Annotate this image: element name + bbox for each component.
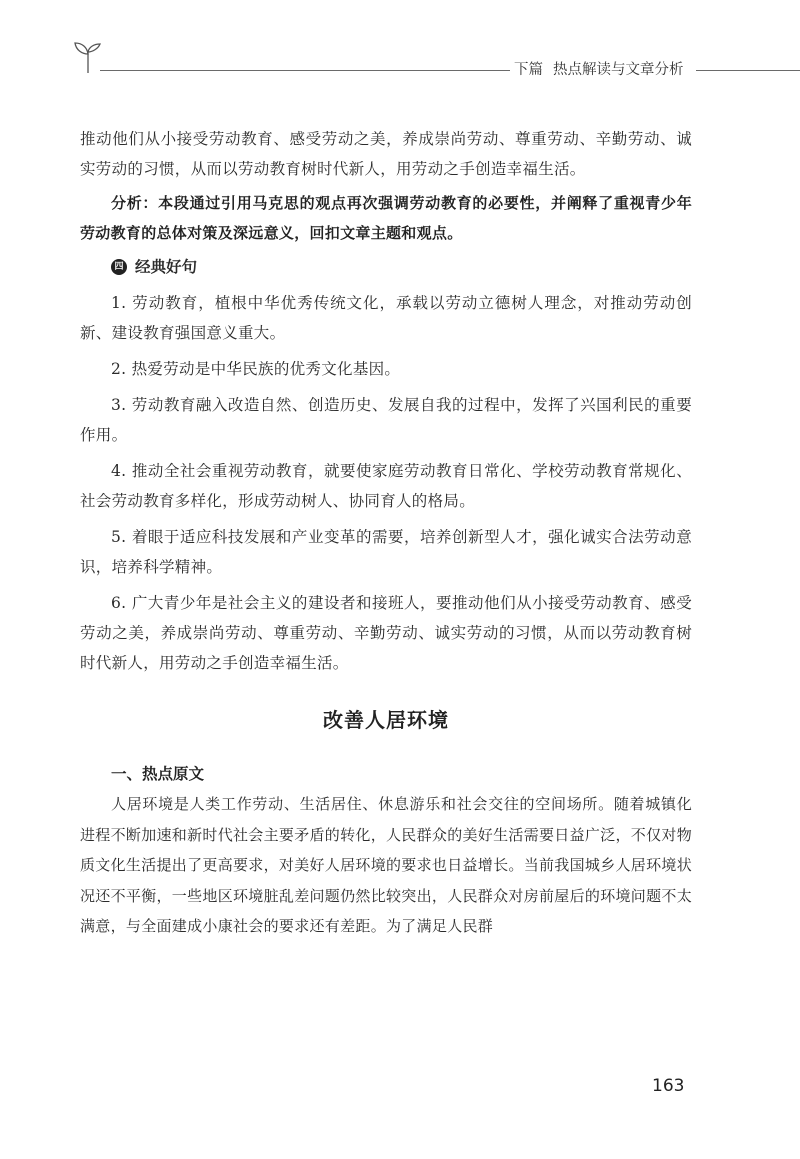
sprout-icon (72, 40, 104, 74)
header-rule-right (696, 70, 800, 71)
chapter-title: 热点解读与文章分析 (553, 62, 684, 78)
part-label: 下篇 (514, 62, 543, 78)
analysis-paragraph: 分析：本段通过引用马克思的观点再次强调劳动教育的必要性，并阐释了重视青少年劳动教育的总体对策及深远意义，回扣文章主题和观点。 (80, 194, 692, 242)
quote-item: 2. 热爱劳动是中华民族的优秀文化基因。 (111, 360, 401, 378)
section-title: 改善人居环境 (323, 708, 449, 732)
page-content (80, 124, 692, 942)
page-number: 163 (652, 1076, 685, 1096)
quote-item: 4. 推动全社会重视劳动教育，就要使家庭劳动教育日常化、学校劳动教育常规化、社会劳动教育多样化，形成劳动树人、协同育人的格局。 (80, 462, 692, 510)
subheading: 一、热点原文 (111, 765, 205, 783)
quote-item: 3. 劳动教育融入改造自然、创造历史、发展自我的过程中，发挥了兴国利民的重要作用。 (80, 396, 692, 444)
quote-item: 5. 着眼于适应科技发展和产业变革的需要，培养创新型人才，强化诚实合法劳动意识，培养科学精神。 (80, 528, 692, 576)
running-title (510, 58, 688, 79)
section-number-icon: 四 (111, 259, 127, 275)
intro-paragraph: 推动他们从小接受劳动教育、感受劳动之美，养成崇尚劳动、尊重劳动、辛勤劳动、诚实劳动的习惯，从而以劳动教育树时代新人，用劳动之手创造幸福生活。 (80, 130, 692, 178)
section-body-paragraph: 人居环境是人类工作劳动、生活居住、休息游乐和社会交往的空间场所。随着城镇化进程不断加速和新时代社会主要矛盾的转化，人民群众的美好生活需要日益广泛，不仅对物质文化生活提出了更高要求，对美好人居环境的要求也日益增长。当前我国城乡人居环境状况还不平衡，一些地区环境脏乱差问题仍然比较突出，人民群众对房前屋后的环境问题不太满意，与全面建成小康社会的要求还有差距。为了满足人民群 (80, 795, 693, 935)
header-rule-left (100, 70, 532, 71)
running-header (72, 40, 800, 90)
quote-item: 1. 劳动教育，植根中华优秀传统文化，承载以劳动立德树人理念，对推动劳动创新、建设教育强国意义重大。 (80, 294, 692, 342)
classic-heading-label: 经典好句 (135, 258, 198, 276)
classic-sentences-heading (111, 252, 692, 282)
quote-item: 6. 广大青少年是社会主义的建设者和接班人，要推动他们从小接受劳动教育、感受劳动之美，养成崇尚劳动、尊重劳动、辛勤劳动、诚实劳动的习惯，从而以劳动教育树时代新人，用劳动之手创造幸福生活。 (80, 594, 692, 672)
